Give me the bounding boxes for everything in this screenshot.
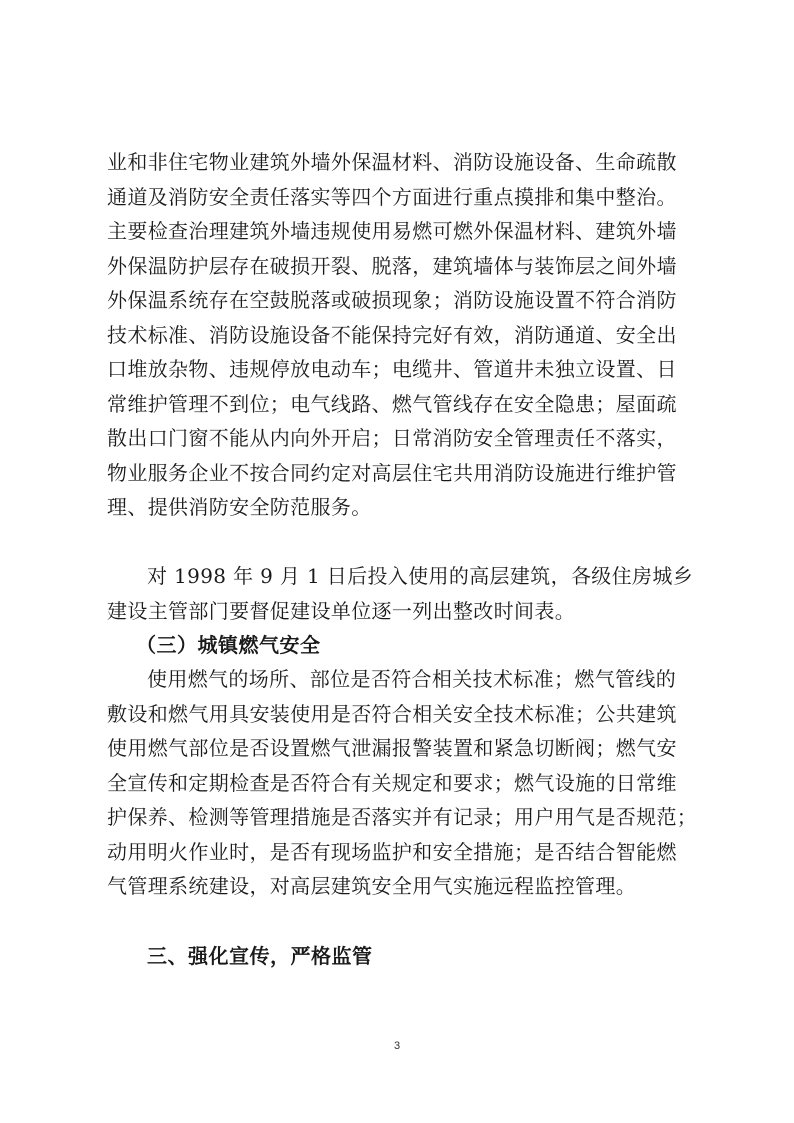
text-line: 散出口门窗不能从内向外开启；日常消防安全管理责任不落实， bbox=[107, 426, 677, 450]
text-line: 常维护管理不到位；电气线路、燃气管线存在安全隐患；屋面疏 bbox=[107, 391, 677, 416]
text-line: 使用燃气的场所、部位是否符合相关技术标准；燃气管线的 bbox=[147, 667, 677, 691]
text-line: 业和非住宅物业建筑外墙外保温材料、消防设施设备、生命疏散 bbox=[107, 150, 677, 174]
text-line: 护保养、检测等管理措施是否落实并有记录；用户用气是否规范； bbox=[107, 805, 698, 829]
text-line: 物业服务企业不按合同约定对高层住宅共用消防设施进行维护管 bbox=[107, 460, 677, 485]
text-line: 外保温系统存在空鼓脱落或破损现象；消防设施设置不符合消防 bbox=[107, 288, 677, 312]
text-line: 全宣传和定期检查是否符合有关规定和要求；燃气设施的日常维 bbox=[107, 770, 677, 795]
text-line: 主要检查治理建筑外墙违规使用易燃可燃外保温材料、建筑外墙 bbox=[107, 219, 677, 243]
page-number: 3 bbox=[393, 1040, 401, 1052]
text-line: 气管理系统建设，对高层建筑安全用气实施远程监控管理。 bbox=[107, 874, 637, 898]
text-line: 使用燃气部位是否设置燃气泄漏报警装置和紧急切断阀；燃气安 bbox=[107, 736, 677, 760]
text-line: 理、提供消防安全防范服务。 bbox=[107, 495, 372, 519]
section-heading: 三、强化宣传，严格监管 bbox=[147, 944, 373, 968]
text-line: 外保温防护层存在破损开裂、脱落，建筑墙体与装饰层之间外墙 bbox=[107, 253, 677, 278]
text-line: 动用明火作业时，是否有现场监护和安全措施；是否结合智能燃 bbox=[107, 839, 677, 864]
text-line: 通道及消防安全责任落实等四个方面进行重点摸排和集中整治。 bbox=[107, 184, 677, 209]
text-line: 对 1998 年 9 月 1 日后投入使用的高层建筑，各级住房城乡 bbox=[147, 564, 694, 588]
subsection-heading: （三）城镇燃气安全 bbox=[136, 633, 321, 657]
text-line: 口堆放杂物、违规停放电动车；电缆井、管道井未独立设置、日 bbox=[107, 357, 677, 381]
text-line: 敷设和燃气用具安装使用是否符合相关安全技术标准；公共建筑 bbox=[107, 701, 677, 726]
text-line: 技术标准、消防设施设备不能保持完好有效，消防通道、安全出 bbox=[107, 322, 677, 347]
text-line: 建设主管部门要督促建设单位逐一列出整改时间表。 bbox=[107, 598, 576, 623]
